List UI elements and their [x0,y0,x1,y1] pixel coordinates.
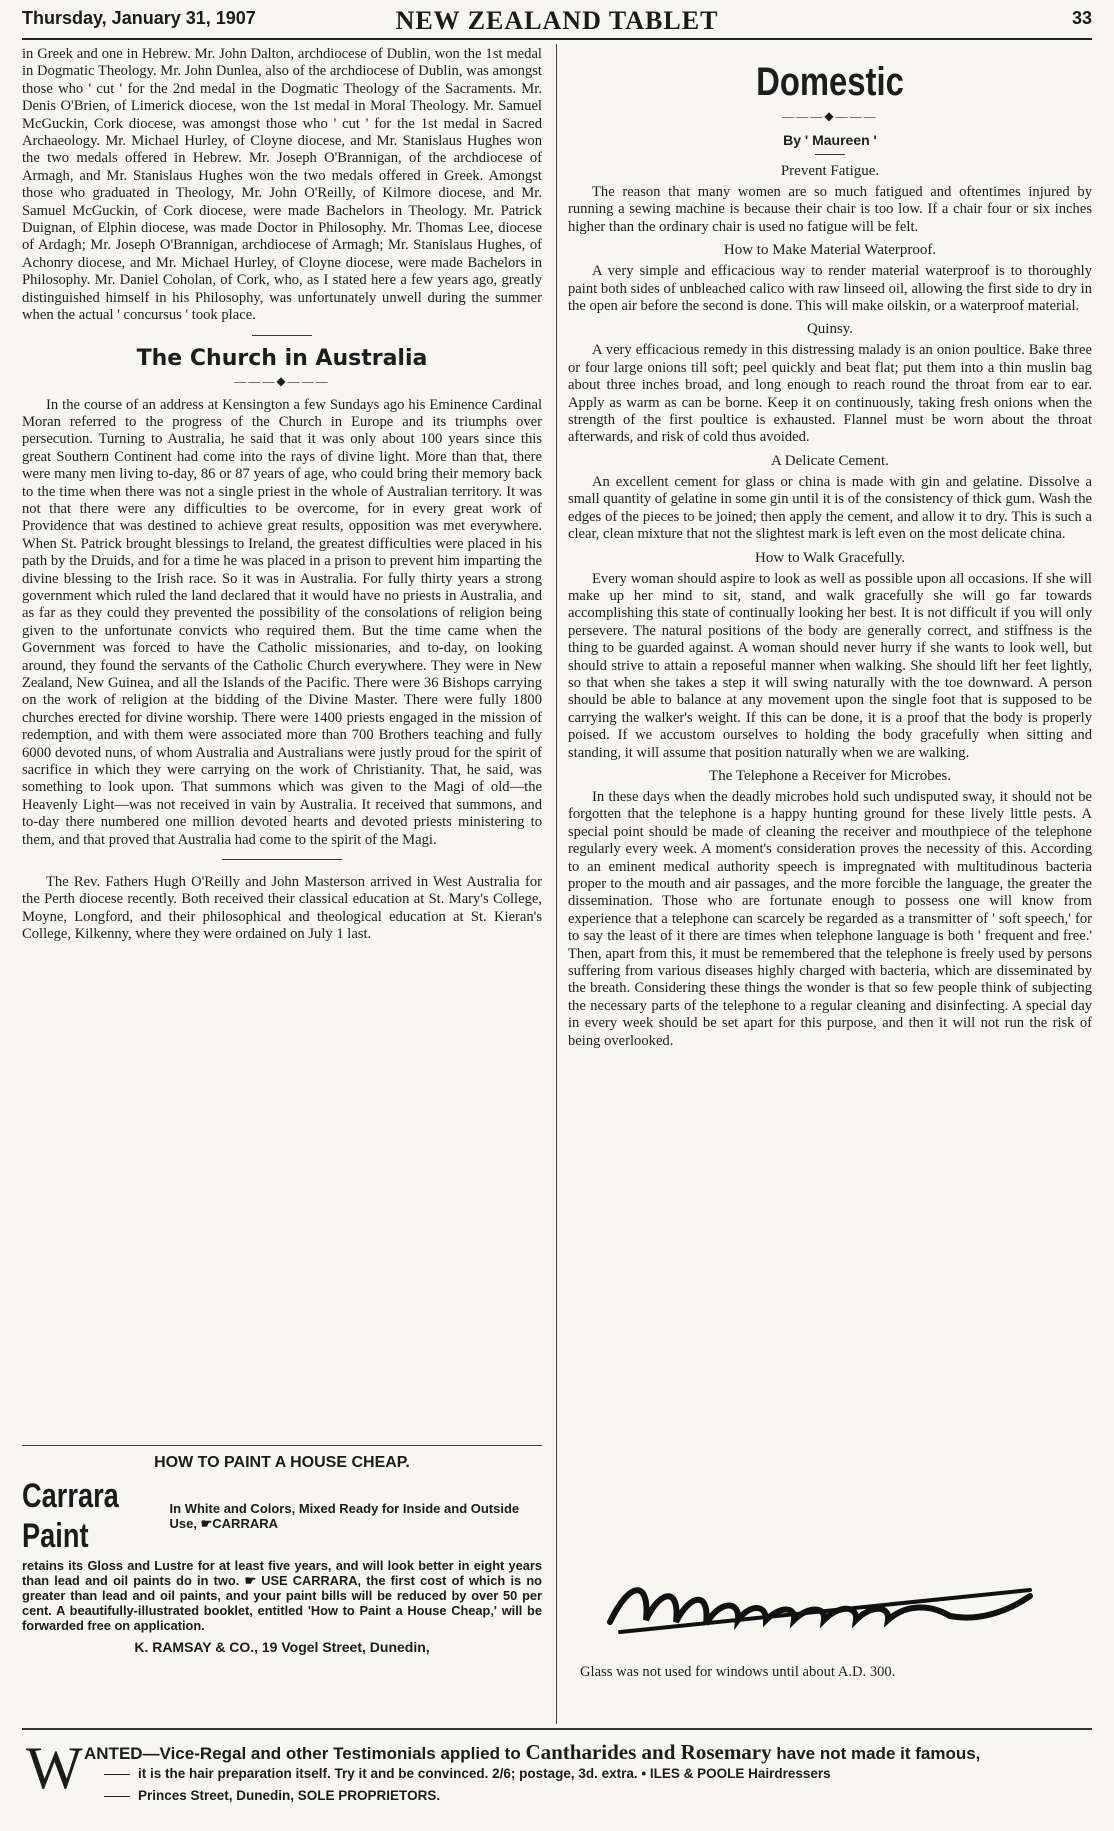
ad-address: K. RAMSAY & CO., 19 Vogel Street, Dunedin, [134,1639,430,1655]
issue-date: Thursday, January 31, 1907 [22,8,256,28]
divider [815,154,845,155]
section-paragraph: Every woman should aspire to look as well as possible upon all occasions. If she will make up her mind to sit, stand, and walk gracefully she will go far towards accomplishing this state of continually looking her best. It is not difficult if you will only persevere. The natural positions of the body are generally correct, and stiffness is the thing to be guarded against. A woman should never hurry if she wants to look well, but should strive to attain a reposeful manner when walking. She should lift her feet lightly, so that when she takes a step it will swing naturally with the toe downward. A person should be able to balance at any movement upon the single foot that is supposed to be carrying the walker's weight. If this can be done, it is a proof that the body is properly poised. If we accustom ourselves to holding the body gracefully when sitting and standing, it will assume that position naturally when we are walking. [568,570,1092,761]
ad-line-3-text: Princes Street, Dunedin, SOLE PROPRIETORS. [138,1788,441,1803]
drop-cap: W [26,1735,83,1801]
ad-inline-text: In White and Colors, Mixed Ready for Inside and Outside Use, ☛CARRARA [169,1501,520,1531]
domestic-title: Domestic [756,60,904,104]
ad-brand: Carrara Paint [22,1477,119,1555]
section-heading: Prevent Fatigue. [780,163,880,179]
dash [104,1774,130,1775]
section-heading: How to Make Material Waterproof. [723,242,937,259]
section-heading: How to Walk Gracefully. [755,549,905,566]
column-divider [556,44,557,1724]
ad-line-1 [84,1740,980,1765]
section-heading: A Delicate Cement. [771,452,889,469]
carrara-paint-ad [22,1445,542,1696]
left-column [22,46,542,948]
ad-line-1-text-a: ANTED—Vice-Regal and other Testimonials applied to [84,1744,526,1763]
page-header [22,8,1092,40]
byline: By ' Maureen ' [783,132,877,148]
ornament-divider: ———◆——— [234,373,330,388]
church-paragraph-1: In the course of an address at Kensington a few Sundays ago his Eminence Cardinal Moran referred to the progress of the Church in Europe and its triumphs over persecution. Turning to Australia, he said that it was only about 100 years since this great Southern Continent had come into the rays of divine light. More than that, there were many men living to-day, 86 or 87 years of age, who could bring their memory back to the time when there was not a single priest in the whole of Australian territory. It was not that there were any difficulties to be overcome, for in every great work of Providence that was destined to achieve great results, opposition was met everywhere. When St. Patrick brought blessings to Ireland, the greatest difficulties were placed in his path by the Druids, and for a time he was placed in a prison to prevent him imparting the divine blessing to the Irish race. So it was in Australia. For fully thirty years a strong government which ruled the land declared that it would have no priests in Australia, and as far as they could they prevented the possibility of the consolations of religion being given to the unfortunate convicts who required them. But the time came when the Government was forced to have the Catholic missionaries, and to-day, on looking around, they found the servants of the Catholic Church everywhere. They were in New Zealand, New Guinea, and all the Islands of the Pacific. There were 36 Bishops carrying on the work of religion at the bidding of the Divine Master. There were fully 1800 churches erected for divine worship. There were 1400 priests engaged in the mission of redemption, and with them were associated more than 700 Brothers teaching and fully 6000 devoted nuns, of whom Australia and Australians were justly proud for the spirit of sacrifice in which they were carrying on the work of Christianity. That, he said, was something to look upon. That summons which was given to the Magi of old—the Heavenly Light—was not received in vain by Australia. It received that summons, and to-day there numbered one million devoted hearts and devoted priests ministering to them, and that proved that Australia had come to the spirit of the Magi. [22,396,542,848]
ad-brand-row [22,1476,542,1556]
section-paragraph: A very simple and efficacious way to render material waterproof is to thoroughly paint both sides of unbleached calico with raw linseed oil, allowing the first side to dry in the open air before the second is done. This will make oilskin, or a waterproof material. [568,263,1092,315]
dash [104,1796,130,1797]
maureen-signature [590,1560,1050,1650]
section-heading: Quinsy. [806,321,854,338]
divider [222,859,342,860]
divider [252,335,312,336]
ad-product-name: Cantharides and Rosemary [525,1740,772,1764]
ad-line-2 [104,1766,831,1781]
section-paragraph: In these days when the deadly microbes hold such undisputed sway, it should not be forgotten that the telephone is a happy hunting ground for these lively little pests. A special point should be made of cleaning the receiver and mouthpiece of the telephone regularly every week. A moment's consideration proves the necessity of this. According to an eminent medical authority speech is impregnated with multitudinous bacteria proper to the mouth and air passages, and the more forcible the language, the greater the dissemination. Those who are fortunate enough to possess one will know from experience that a telephone can scarcely be regarded as a transmitter of ' soft speech,' for to say the least of it there are times when telephone language is both ' frequent and free.' Then, apart from this, it must be remembered that the telephone is freely used by persons suffering from various diseases highly charged with bacteria, which are disseminated by the breath. Considering these things the wonder is that so few people think of subjecting the necessary parts of the telephone to a regular cleaning and disinfecting. A special day in every week should be set apart for this purpose, and then it will not run the risk of being overlooked. [568,788,1092,1049]
section-paragraph: The reason that many women are so much fatigued and oftentimes injured by running a sewing machine is because their chair is too low. If a chair four or six inches higher than the ordinary chair is used no fatigue will be felt. [568,184,1092,235]
ornament-divider: ———◆——— [782,109,878,123]
footnote: Glass was not used for windows until about A.D. 300. [580,1664,896,1680]
ad-title: HOW TO PAINT A HOUSE CHEAP. [154,1454,410,1471]
church-section-title: The Church in Australia [136,345,428,371]
section-heading: The Telephone a Receiver for Microbes. [709,767,951,784]
ad-line-3 [104,1788,440,1803]
church-paragraph-2: The Rev. Fathers Hugh O'Reilly and John Masterson arrived in West Australia for the Perth diocese recently. Both received their classical education at St. Mary's College, Moyne, Longford, and their philosophical and theological education at St. Kieran's College, Kilkenny, where they were ordained on July 1 last. [22,874,542,943]
right-column [568,46,1092,1054]
ad-body: retains its Gloss and Lustre for at least five years, and will look better in eight years than lead and oil paints do in two. ☛ USE CARRARA, the first cost of which is no greater than lead and oil paints, and your paint bills will be reduced by over 50 per cent. A beautifully-illustrated booklet, entitled 'How to Paint a House Cheap,' will be forwarded free on application. [22,1558,542,1633]
ad-line-1-text-b: have not made it famous, [771,1744,981,1763]
intro-paragraph: in Greek and one in Hebrew. Mr. John Dalton, archdiocese of Dublin, won the 1st medal in Dogmatic Theology. Mr. John Dunlea, also of the archdiocese of Dublin, was amongst those who ' cut ' for the 2nd medal in the Dogmatic Theology of the Sacraments. Mr. Denis O'Brien, of Limerick diocese, won the 1st medal in Moral Theology. Mr. Samuel McGuckin, Cork diocese, was amongst those who ' cut ' for the 1st medal in Sacred Archaeology. Mr. Michael Hurley, of Cloyne diocese, and Mr. Stanislaus Hughes won the two medals offered in Hebrew. Mr. Joseph O'Brannigan, of the archdiocese of Armagh, and Mr. Stanislaus Hughes won the two medals offered in Greek. Amongst those who graduated in Theology, Mr. John O'Reilly, of Kilmore diocese, and Mr. Samuel McGuckin, of Cork diocese, were made Bachelors in Theology. Mr. Patrick Duignan, of Elphin diocese, was made Doctor in Philosophy. Mr. Thomas Lee, diocese of Ardagh; Mr. Joseph O'Brannigan, archdiocese of Armagh; Mr. Stanislaus Hughes, of Achonry diocese, and Mr. Michael Hurley, of Cloyne diocese, were made Bachelors in Philosophy. Mr. Daniel Coholan, of Cork, who, as I stated here a few years ago, greatly distinguished himself in his Philosophy, was unfortunately unwell during the summer when the actual ' concursus ' took place. [22,46,542,324]
section-paragraph: A very efficacious remedy in this distressing malady is an onion poultice. Bake three or four large onions till soft; peel quickly and beat flat; put them into a thin muslin bag about three inches broad, and long enough to reach round the throat from ear to ear. Apply as warm as can be borne. Keep it on continuously, taking fresh onions when the strength of the first poultice is exhausted. Flannel must be worn about the throat afterwards, and risk of cold thus avoided. [568,342,1092,446]
page-number: 33 [1071,8,1092,28]
masthead-title: NEW ZEALAND TABLET [395,6,719,35]
section-paragraph: An excellent cement for glass or china is made with gin and gelatine. Dissolve a small quantity of gelatine in some gin until it is of the consistency of thick gum. Wash the edges of the pieces to be joined; then apply the cement, and allow it to dry. This is such a clear, clean mixture that not the slightest mark is left even on the most delicate china. [568,473,1092,543]
ad-line-2-text: it is the hair preparation itself. Try it and be convinced. 2/6; postage, 3d. extra. • ILES & POOLE Hairdressers [138,1766,831,1781]
hair-preparation-ad [22,1728,1092,1830]
